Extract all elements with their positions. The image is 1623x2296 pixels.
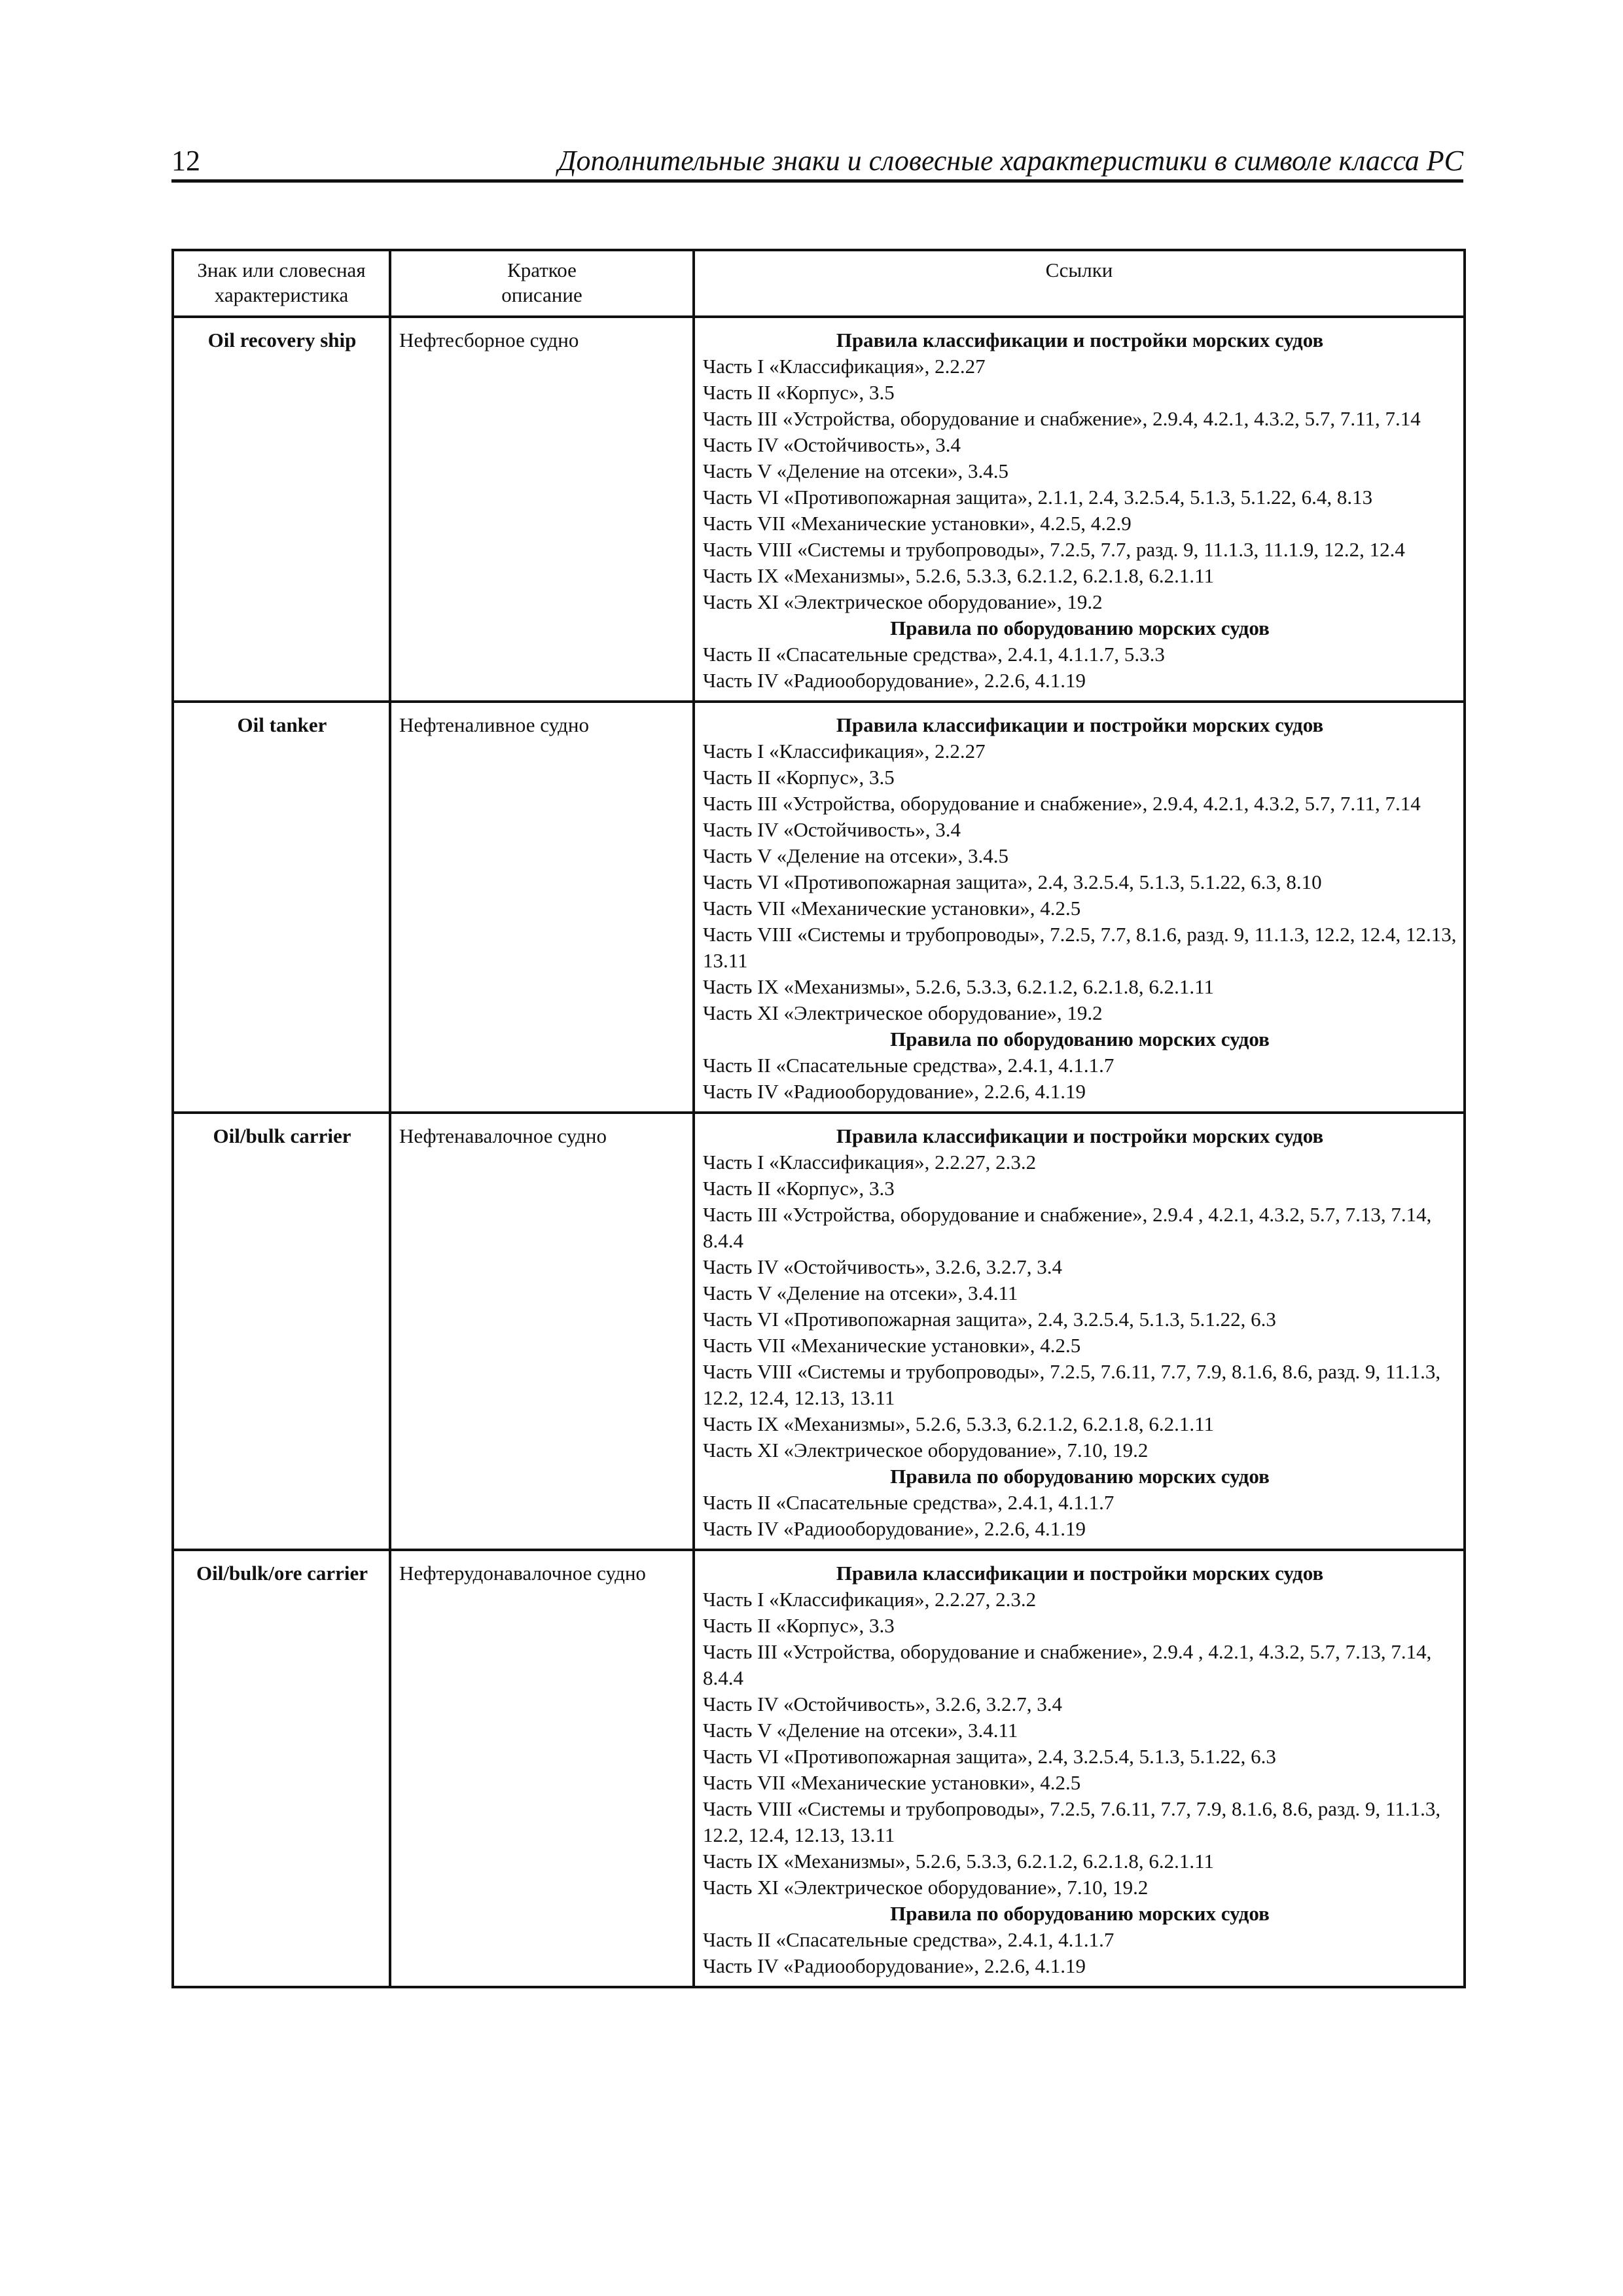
- rules-title: Правила классификации и постройки морских судов: [836, 1562, 1324, 1585]
- notation-description: Нефтеналивное судно: [399, 713, 589, 736]
- rules-title: Правила по оборудованию морских судов: [890, 1028, 1270, 1050]
- reference-line: Часть III «Устройства, оборудование и снабжение», 2.9.4 , 4.2.1, 4.3.2, 5.7, 7.13, 7.14, 8.4.4: [703, 1203, 1432, 1252]
- reference-line: Часть IX «Механизмы», 5.2.6, 5.3.3, 6.2.1.2, 6.2.1.8, 6.2.1.11: [703, 1412, 1214, 1435]
- reference-line: Часть VIII «Системы и трубопроводы», 7.2.5, 7.7, разд. 9, 11.1.3, 11.1.9, 12.2, 12.4: [703, 538, 1405, 561]
- column-header-references: [694, 250, 1465, 317]
- reference-line: Часть VIII «Системы и трубопроводы», 7.2.5, 7.6.11, 7.7, 7.9, 8.1.6, 8.6, разд. 9, 11.1.3, 12.2, 12.4, 12.13, 13.11: [703, 1797, 1441, 1846]
- reference-line: Часть V «Деление на отсеки», 3.4.11: [703, 1282, 1018, 1304]
- table-header-row: [173, 250, 1465, 317]
- reference-line: Часть V «Деление на отсеки», 3.4.5: [703, 459, 1009, 482]
- table-body: [173, 317, 1465, 1987]
- reference-line: Часть II «Корпус», 3.5: [703, 766, 895, 789]
- description-cell: [390, 702, 694, 1113]
- reference-line: Часть VIII «Системы и трубопроводы», 7.2.5, 7.7, 8.1.6, разд. 9, 11.1.3, 12.2, 12.4, 12.13, 13.11: [703, 923, 1457, 972]
- notation-description: Нефтенавалочное судно: [399, 1124, 607, 1147]
- reference-line: Часть III «Устройства, оборудование и снабжение», 2.9.4, 4.2.1, 4.3.2, 5.7, 7.11, 7.14: [703, 407, 1421, 430]
- reference-line: Часть V «Деление на отсеки», 3.4.11: [703, 1719, 1018, 1742]
- running-title: Дополнительные знаки и словесные характеристики в символе класса РС: [558, 145, 1463, 177]
- column-header-sign: [173, 250, 390, 317]
- rules-title: Правила классификации и постройки морских судов: [836, 713, 1324, 736]
- reference-line: Часть II «Корпус», 3.5: [703, 381, 895, 404]
- rules-reference-list: [703, 1149, 1457, 1463]
- description-cell: [390, 317, 694, 702]
- table-row: [173, 702, 1465, 1113]
- reference-line: Часть IV «Остойчивость», 3.2.6, 3.2.7, 3.4: [703, 1255, 1062, 1278]
- reference-line: Часть IX «Механизмы», 5.2.6, 5.3.3, 6.2.1.2, 6.2.1.8, 6.2.1.11: [703, 564, 1214, 587]
- rules-title: Правила по оборудованию морских судов: [890, 1902, 1270, 1925]
- rules-reference-list: [703, 353, 1457, 615]
- page-number: 12: [171, 145, 200, 177]
- reference-line: Часть IX «Механизмы», 5.2.6, 5.3.3, 6.2.1.2, 6.2.1.8, 6.2.1.11: [703, 1850, 1214, 1873]
- page-header: [171, 143, 1463, 183]
- references-cell: [694, 702, 1465, 1113]
- reference-line: Часть IV «Радиооборудование», 2.2.6, 4.1.19: [703, 1517, 1086, 1540]
- reference-line: Часть VII «Механические установки», 4.2.5: [703, 1771, 1081, 1794]
- description-cell: [390, 1550, 694, 1987]
- reference-line: Часть V «Деление на отсеки», 3.4.5: [703, 844, 1009, 867]
- rules-reference-list: [703, 738, 1457, 1026]
- reference-line: Часть VI «Противопожарная защита», 2.1.1, 2.4, 3.2.5.4, 5.1.3, 5.1.22, 6.4, 8.13: [703, 486, 1373, 509]
- reference-line: Часть VIII «Системы и трубопроводы», 7.2.5, 7.6.11, 7.7, 7.9, 8.1.6, 8.6, разд. 9, 11.1.3, 12.2, 12.4, 12.13, 13.11: [703, 1360, 1441, 1409]
- reference-line: Часть XI «Электрическое оборудование», 7.10, 19.2: [703, 1876, 1149, 1899]
- references-cell: [694, 317, 1465, 702]
- rules-title: Правила классификации и постройки морских судов: [836, 1124, 1324, 1147]
- table-row: [173, 1113, 1465, 1550]
- notation-sign-cell: [173, 317, 390, 702]
- reference-line: Часть IV «Остойчивость», 3.2.6, 3.2.7, 3.4: [703, 1693, 1062, 1715]
- rules-title: Правила по оборудованию морских судов: [890, 1465, 1270, 1488]
- reference-line: Часть I «Классификация», 2.2.27: [703, 355, 986, 378]
- reference-line: Часть I «Классификация», 2.2.27: [703, 740, 986, 762]
- reference-line: Часть VII «Механические установки», 4.2.5, 4.2.9: [703, 512, 1132, 535]
- column-header-description: [390, 250, 694, 317]
- reference-line: Часть IV «Радиооборудование», 2.2.6, 4.1.19: [703, 1080, 1086, 1103]
- column-header-line: описание: [501, 283, 582, 306]
- reference-line: Часть VII «Механические установки», 4.2.5: [703, 1334, 1081, 1357]
- reference-line: Часть VI «Противопожарная защита», 2.4, 3.2.5.4, 5.1.3, 5.1.22, 6.3: [703, 1745, 1276, 1768]
- notation-sign-cell: [173, 1550, 390, 1987]
- description-cell: [390, 1113, 694, 1550]
- column-header-line: характеристика: [214, 283, 349, 306]
- reference-line: Часть VI «Противопожарная защита», 2.4, 3.2.5.4, 5.1.3, 5.1.22, 6.3, 8.10: [703, 870, 1322, 893]
- rules-title: Правила по оборудованию морских судов: [890, 617, 1270, 639]
- rules-reference-list: [703, 1052, 1457, 1105]
- reference-line: Часть VII «Механические установки», 4.2.5: [703, 897, 1081, 920]
- reference-line: Часть XI «Электрическое оборудование», 19.2: [703, 590, 1103, 613]
- notation-description: Нефтесборное судно: [399, 329, 579, 351]
- reference-line: Часть III «Устройства, оборудование и снабжение», 2.9.4 , 4.2.1, 4.3.2, 5.7, 7.13, 7.14, 8.4.4: [703, 1640, 1432, 1689]
- rules-title: Правила классификации и постройки морских судов: [836, 329, 1324, 351]
- reference-line: Часть III «Устройства, оборудование и снабжение», 2.9.4, 4.2.1, 4.3.2, 5.7, 7.11, 7.14: [703, 792, 1421, 815]
- reference-line: Часть IV «Радиооборудование», 2.2.6, 4.1.19: [703, 1954, 1086, 1977]
- notation-sign: Oil recovery ship: [207, 329, 357, 351]
- reference-line: Часть VI «Противопожарная защита», 2.4, 3.2.5.4, 5.1.3, 5.1.22, 6.3: [703, 1308, 1276, 1331]
- reference-line: Часть IV «Остойчивость», 3.4: [703, 818, 961, 841]
- rules-reference-list: [703, 1927, 1457, 1979]
- notation-sign: Oil/bulk/ore carrier: [196, 1562, 368, 1585]
- table-row: [173, 317, 1465, 702]
- reference-line: Часть II «Спасательные средства», 2.4.1, 4.1.1.7: [703, 1928, 1115, 1951]
- reference-line: Часть I «Классификация», 2.2.27, 2.3.2: [703, 1151, 1037, 1174]
- rules-reference-list: [703, 1490, 1457, 1542]
- notation-sign-cell: [173, 702, 390, 1113]
- notation-sign: Oil/bulk carrier: [213, 1124, 351, 1147]
- references-cell: [694, 1113, 1465, 1550]
- reference-line: Часть XI «Электрическое оборудование», 19.2: [703, 1001, 1103, 1024]
- notation-sign-cell: [173, 1113, 390, 1550]
- rules-reference-list: [703, 641, 1457, 694]
- reference-line: Часть IX «Механизмы», 5.2.6, 5.3.3, 6.2.1.2, 6.2.1.8, 6.2.1.11: [703, 975, 1214, 998]
- table-row: [173, 1550, 1465, 1987]
- reference-line: Часть II «Спасательные средства», 2.4.1, 4.1.1.7: [703, 1491, 1115, 1514]
- rules-reference-list: [703, 1587, 1457, 1901]
- class-notation-table: [171, 249, 1466, 1988]
- column-header-line: Краткое: [507, 259, 577, 281]
- reference-line: Часть II «Спасательные средства», 2.4.1, 4.1.1.7: [703, 1054, 1115, 1077]
- reference-line: Часть II «Спасательные средства», 2.4.1, 4.1.1.7, 5.3.3: [703, 643, 1165, 666]
- reference-line: Часть XI «Электрическое оборудование», 7.10, 19.2: [703, 1439, 1149, 1462]
- column-header-line: Ссылки: [1045, 259, 1113, 281]
- reference-line: Часть II «Корпус», 3.3: [703, 1177, 895, 1200]
- reference-line: Часть IV «Радиооборудование», 2.2.6, 4.1.19: [703, 669, 1086, 692]
- notation-sign: Oil tanker: [237, 713, 327, 736]
- reference-line: Часть IV «Остойчивость», 3.4: [703, 433, 961, 456]
- reference-line: Часть I «Классификация», 2.2.27, 2.3.2: [703, 1588, 1037, 1611]
- reference-line: Часть II «Корпус», 3.3: [703, 1614, 895, 1637]
- column-header-line: Знак или словесная: [197, 259, 366, 281]
- notation-description: Нефтерудонавалочное судно: [399, 1562, 646, 1585]
- references-cell: [694, 1550, 1465, 1987]
